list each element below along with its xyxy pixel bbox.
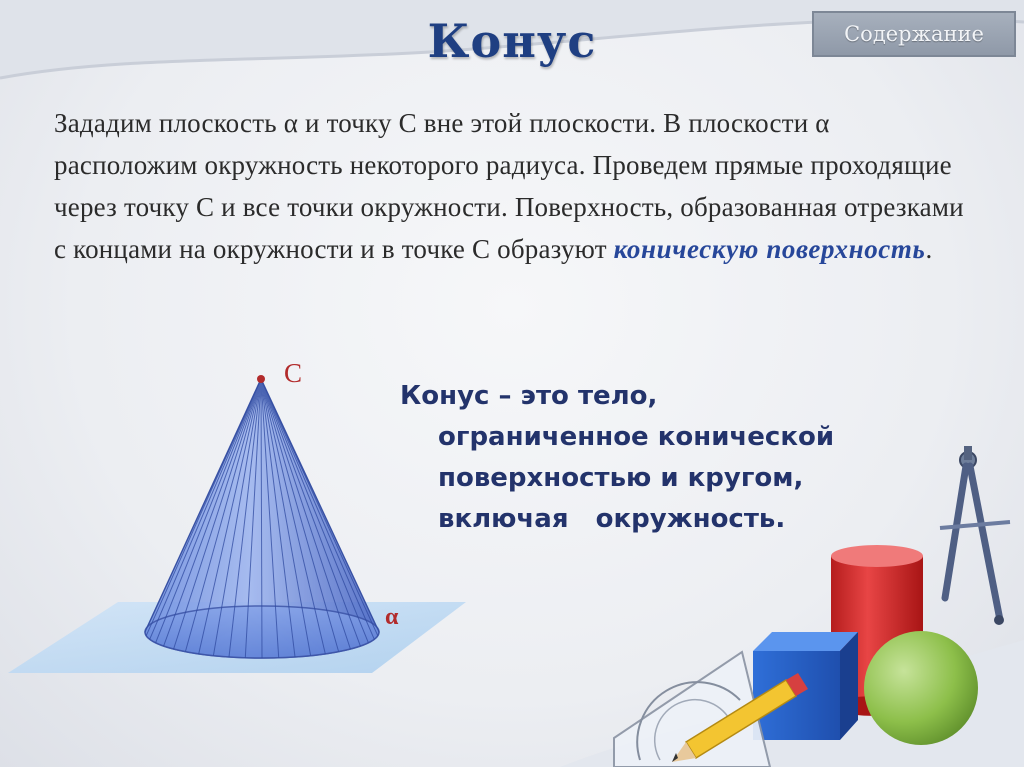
paragraph-end: . bbox=[925, 234, 933, 264]
contents-button[interactable]: Содержание bbox=[812, 11, 1016, 57]
definition-line: Конус – это тело, bbox=[400, 381, 658, 411]
green-sphere-icon bbox=[864, 631, 978, 745]
definition-line: включая окружность. bbox=[438, 504, 786, 534]
definition-line: ограниченное конической bbox=[438, 422, 835, 452]
apex-label: С bbox=[284, 358, 303, 388]
plane-label: α bbox=[385, 604, 399, 630]
paragraph-text: Зададим плоскость α и точку С вне этой плоскости. В плоскости α расположим окружность некоторого радиуса. Проведем прямые проходящие через точку С и все точки окружности. Поверхность, образованная отрезками с концами на окружности и в точке С образуют bbox=[54, 108, 964, 264]
term-conical-surface: коническую поверхность bbox=[613, 234, 926, 264]
compass-icon bbox=[940, 446, 1010, 625]
page-title: Конус bbox=[427, 14, 597, 68]
definition-line: поверхностью и кругом, bbox=[438, 463, 804, 493]
